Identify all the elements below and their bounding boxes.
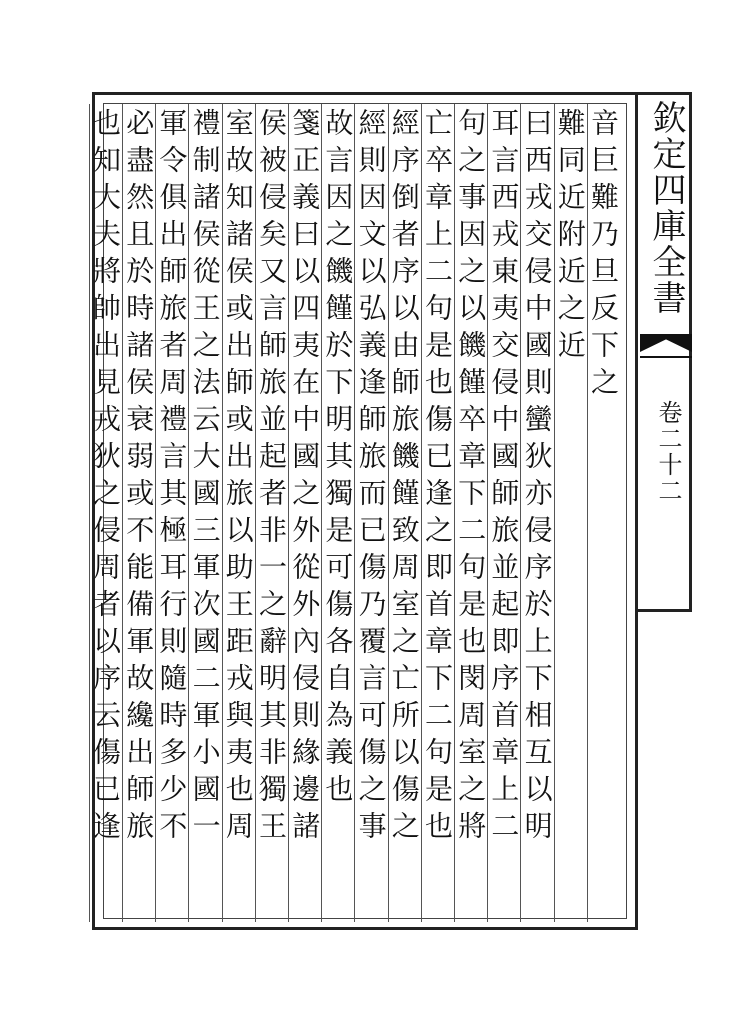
text-column: 經序倒者序以由師旅饑饉致周室之亡所以傷之 — [387, 108, 421, 848]
column-rule — [388, 104, 389, 922]
text-column: 必盡然且於時諸侯衰弱或不能備軍故纔出師旅 — [122, 108, 156, 848]
column-rule — [288, 104, 289, 922]
column-rule — [222, 104, 223, 922]
text-column: 也知大夫將帥出見戎狄之侵周者以序云傷已逢 — [88, 108, 122, 848]
text-column: 箋正義曰以四夷在中國之外從外內侵則緣邊諸 — [288, 108, 322, 848]
column-rule — [587, 104, 588, 922]
column-rule — [520, 104, 521, 922]
column-rule — [155, 104, 156, 922]
column-rule — [321, 104, 322, 922]
text-column: 侯被侵矣又言師旅並起者非一之辭明其非獨王 — [254, 108, 288, 848]
text-column: 亡卒章上二句是也傷已逢之即首章下二句是也 — [420, 108, 454, 848]
column-rule — [89, 104, 90, 922]
column-rule — [487, 104, 488, 922]
fish-tail-line — [640, 356, 692, 368]
text-column: 音巨難乃旦反下之 — [586, 108, 620, 404]
column-rule — [454, 104, 455, 922]
text-column: 經則因文以弘義逢師旅而已傷乃覆言可傷之事 — [354, 108, 388, 848]
column-rule — [354, 104, 355, 922]
text-column: 禮制諸侯從王之法云大國三軍次國二軍小國一 — [188, 108, 222, 848]
text-column: 難同近附近之近 — [553, 108, 587, 367]
text-column: 故言因之饑饉於下明其獨是可傷各自為義也 — [321, 108, 355, 811]
text-column: 室故知諸侯或出師或出旅以助王距戎與夷也周 — [221, 108, 255, 848]
column-rule — [255, 104, 256, 922]
text-column: 句之事因之以饑饉卒章下二句是也閔周室之將 — [454, 108, 488, 848]
volume-label: 卷二十二 — [654, 400, 682, 504]
text-column: 耳言西戎東夷交侵中國師旅並起即序首章上二 — [487, 108, 521, 848]
column-rule — [421, 104, 422, 922]
text-column: 軍令俱出師旅者周禮言其極耳行則隨時多少不 — [155, 108, 189, 848]
column-rule — [122, 104, 123, 922]
text-column: 曰西戎交侵中國則蠻狄亦侵序於上下相互以明 — [520, 108, 554, 848]
column-rule — [188, 104, 189, 922]
column-rule — [554, 104, 555, 922]
book-title: 欽定四庫全書 — [646, 100, 686, 316]
